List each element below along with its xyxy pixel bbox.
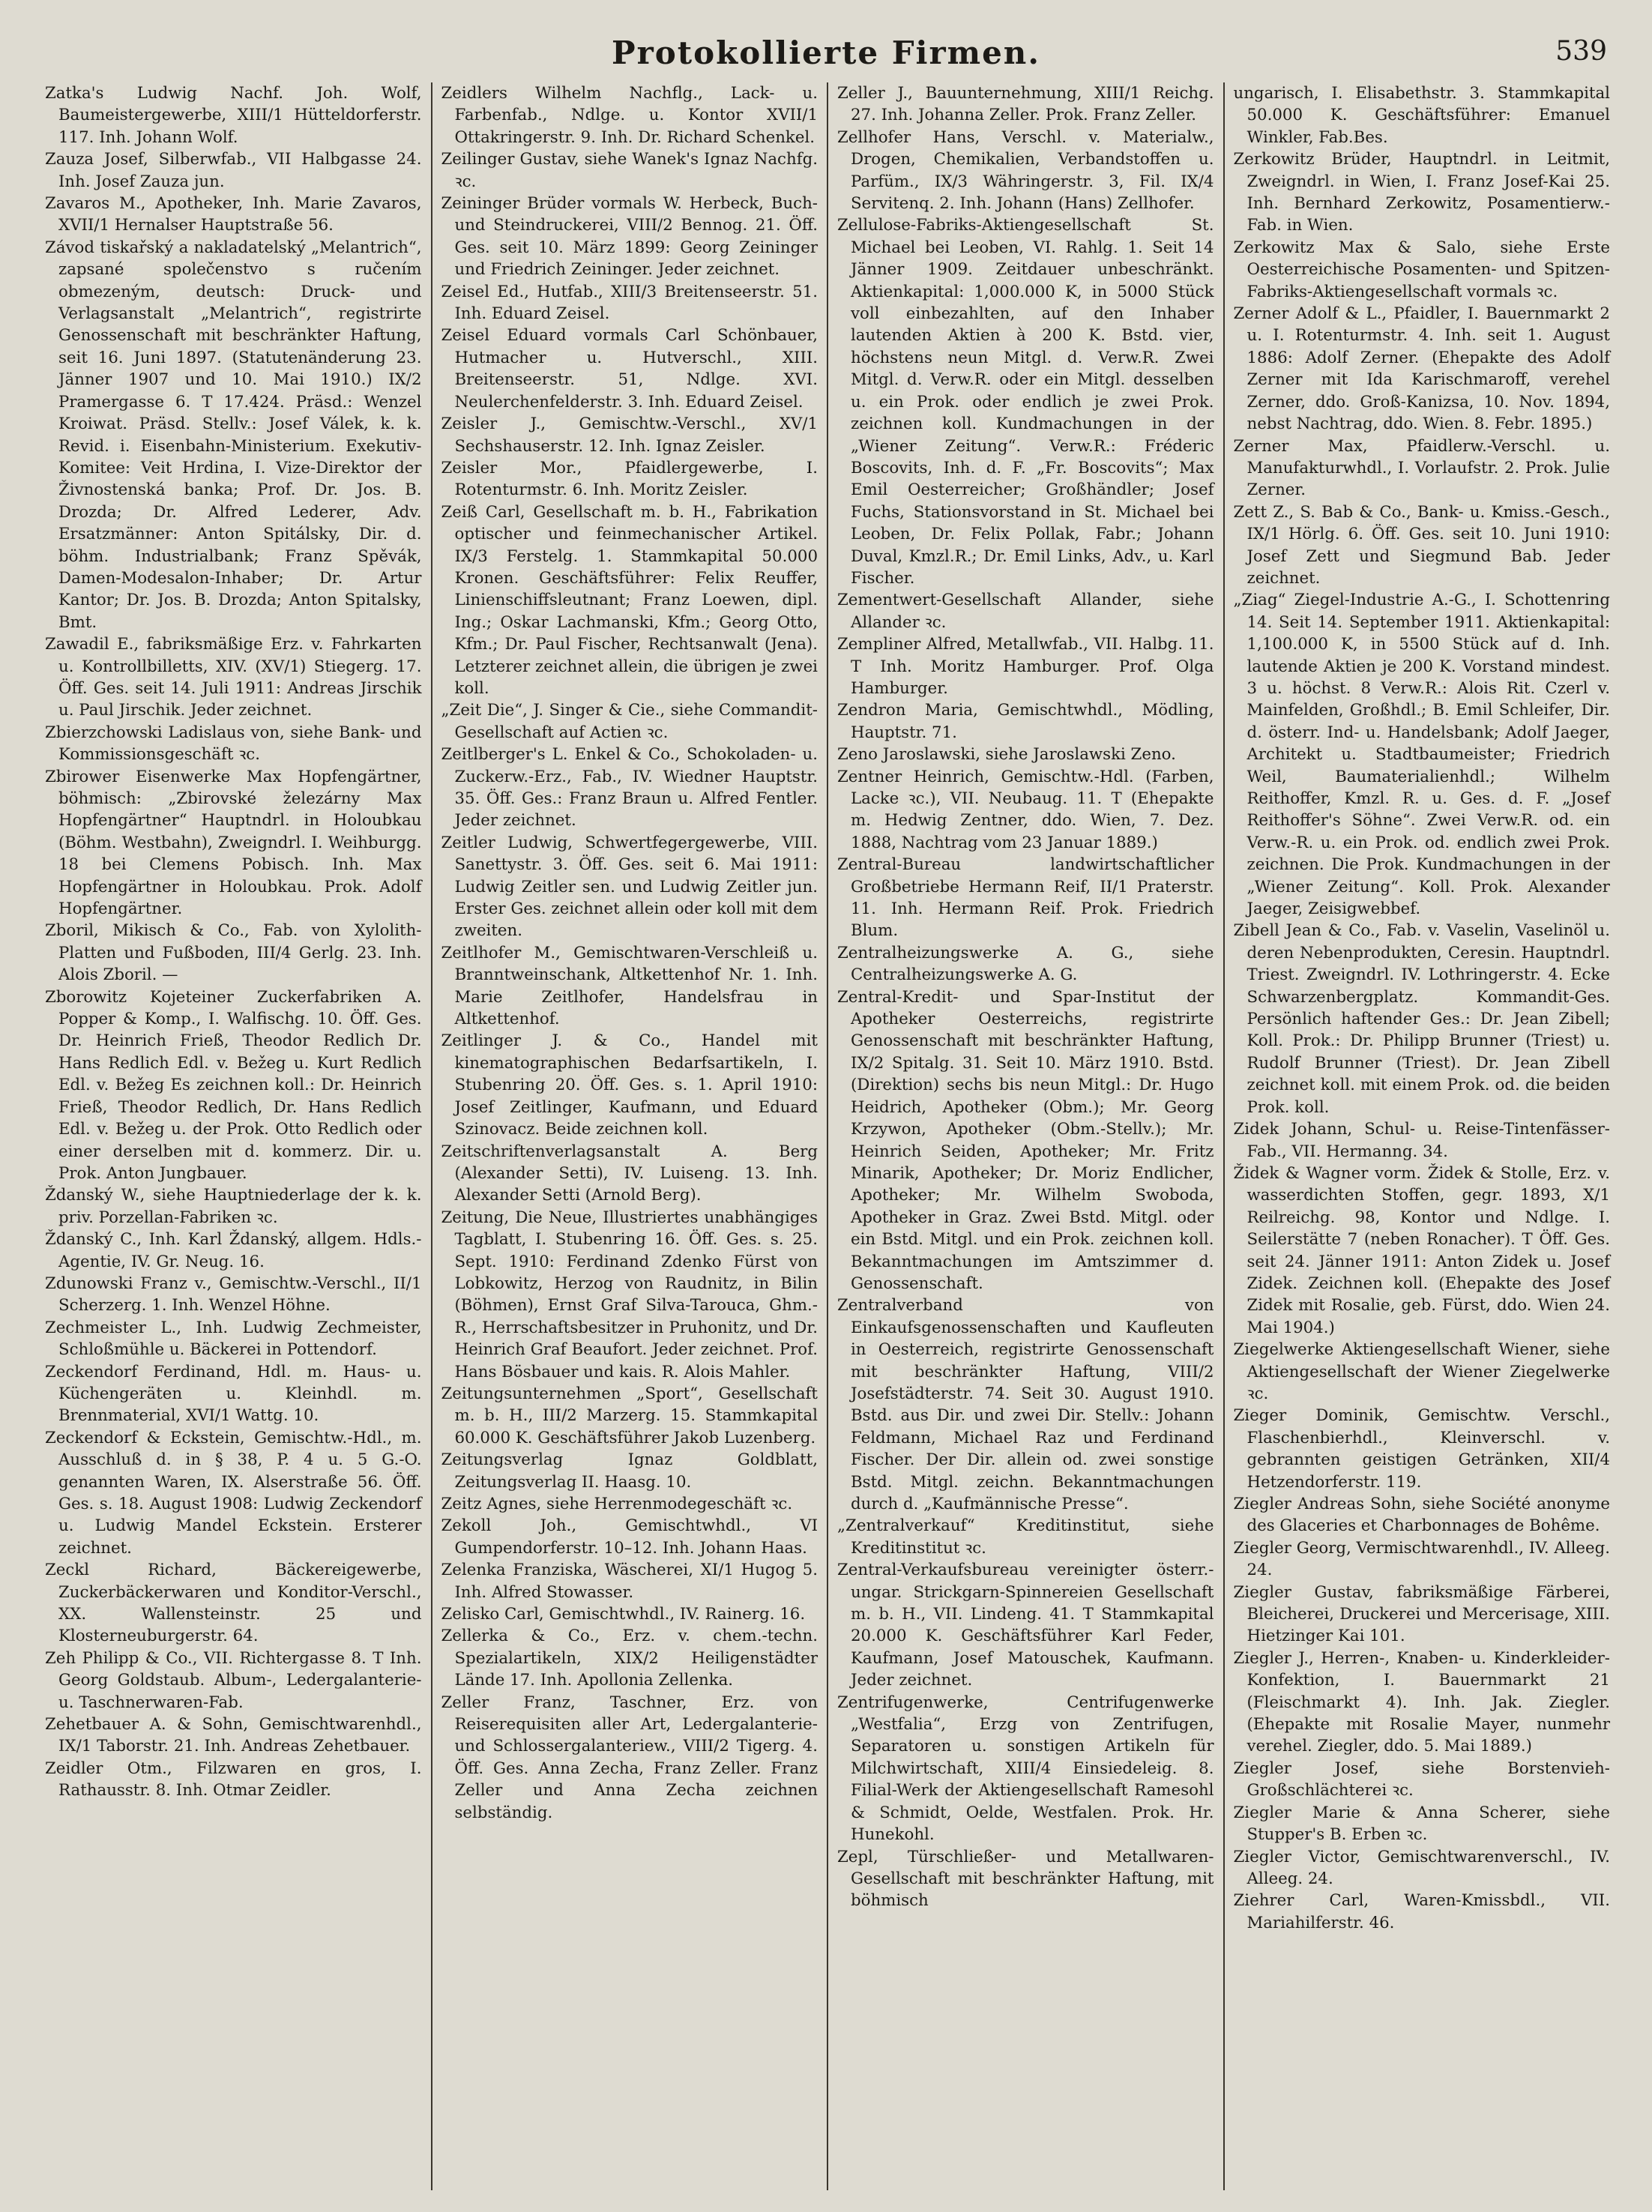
directory-entry: Ždanský W., siehe Hauptniederlage der k. k. priv. Porzellan-Fabriken ꝛc. bbox=[45, 1186, 422, 1227]
directory-entry: ungarisch, I. Elisabethstr. 3. Stammkapital 50.000 K. Geschäftsführer: Emanuel Winkler, Fab.Bes. bbox=[1233, 84, 1610, 147]
directory-entry: Zellhofer Hans, Verschl. v. Materialw., Drogen, Chemikalien, Verbandstoffen u. Parfüm., IX/3 Währingerstr. 3, Fil. IX/4 Servitenq. 2. Inh. Johann (Hans) Zellhofer. bbox=[837, 127, 1214, 214]
directory-entry: Zementwert-Gesellschaft Allander, siehe Allander ꝛc. bbox=[837, 591, 1214, 632]
directory-entry: Zidek Johann, Schul- u. Reise-Tintenfässer-Fab., VII. Hermanng. 34. bbox=[1233, 1120, 1610, 1161]
page-header bbox=[36, 30, 1616, 75]
directory-entry: Zbierzchowski Ladislaus von, siehe Bank- und Kommissionsgeschäft ꝛc. bbox=[45, 723, 422, 765]
directory-entry: Zeitschriftenverlagsanstalt A. Berg (Alexander Setti), IV. Luiseng. 13. Inh. Alexander Setti (Arnold Berg). bbox=[441, 1142, 818, 1205]
directory-entry: Zeitler Ludwig, Schwertfegergewerbe, VIII. Sanettystr. 3. Öff. Ges. seit 6. Mai 1911: Ludwig Zeitler sen. und Ludwig Zeitler jun. Erster Ges. zeichnet allein oder koll mit dem zweiten. bbox=[441, 833, 818, 941]
directory-entry: Zeh Philipp & Co., VII. Richtergasse 8. T Inh. Georg Goldstaub. Album-, Ledergalanterie- u. Taschnerwaren-Fab. bbox=[45, 1648, 422, 1712]
directory-entry: „Ziag“ Ziegel-Industrie A.-G., I. Schottenring 14. Seit 14. September 1911. Aktienkapital: 1,100.000 K, in 5500 Stück auf d. Inh. lautende Aktien je 200 K. Vorstand mindest. 3 u. höchst. 8 Verw.R.: Alois Rit. Czerl v. Mainfelden, Großhdl.; B. Emil Schleifer, Dir. d. österr. Ind- u. Handelsbank; Adolf Jaeger, Architekt u. Stadtbaumeister; Friedrich Weil, Baumaterialienhdl.; Wilhelm Reithoffer, Kmzl. R. u. Ges. d. F. „Josef Reithoffer's Söhne“. Zwei Verw.R. od. ein Verw.-R. u. ein Prok. od. endlich zwei Prok. zeichnen. Die Prok. Kundmachungen in der „Wiener Zeitung“. Koll. Prok. Alexander Jaeger, Zeisigwebbef. bbox=[1233, 591, 1610, 919]
directory-entry: Ziehrer Carl, Waren-Kmissbdl., VII. Mariahilferstr. 46. bbox=[1233, 1891, 1610, 1932]
directory-entry: Zeisel Ed., Hutfab., XIII/3 Breitenseerstr. 51. Inh. Eduard Zeisel. bbox=[441, 282, 818, 324]
directory-entry: Zeitlhofer M., Gemischtwaren-Verschleiß u. Branntweinschank, Altkettenhof Nr. 1. Inh. Marie Zeitlhofer, Handelsfrau in Altkettenhof. bbox=[441, 943, 818, 1029]
directory-entry: Zeller J., Bauunternehmung, XIII/1 Reichg. 27. Inh. Johanna Zeller. Prok. Franz Zeller. bbox=[837, 84, 1214, 125]
directory-entry: Zeidler Otm., Filzwaren en gros, I. Rathausstr. 8. Inh. Otmar Zeidler. bbox=[45, 1759, 422, 1800]
directory-entry: Zboril, Mikisch & Co., Fab. von Xylolith-Platten und Fußboden, III/4 Gerlg. 23. Inh. Alois Zboril. — bbox=[45, 921, 422, 985]
directory-entry: Zechmeister L., Inh. Ludwig Zechmeister, Schloßmühle u. Bäckerei in Pottendorf. bbox=[45, 1318, 422, 1360]
directory-entry: Zeller Franz, Taschner, Erz. von Reiserequisiten aller Art, Ledergalanterie- und Schlossergalanteriew., VIII/2 Tigerg. 4. Öff. Ges. Anna Zecha, Franz Zeller. Franz Zeller und Anna Zecha zeichnen selbständig. bbox=[441, 1693, 818, 1822]
directory-entry: Zeidlers Wilhelm Nachflg., Lack- u. Farbenfab., Ndlge. u. Kontor XVII/1 Ottakringerstr. 9. Inh. Dr. Richard Schenkel. bbox=[441, 84, 818, 147]
directory-entry: Zett Z., S. Bab & Co., Bank- u. Kmiss.-Gesch., IX/1 Hörlg. 6. Öff. Ges. seit 10. Juni 1910: Josef Zett und Siegmund Bab. Jeder zeichnet. bbox=[1233, 502, 1610, 588]
directory-entry: Zatka's Ludwig Nachf. Joh. Wolf, Baumeistergewerbe, XIII/1 Hütteldorferstr. 117. Inh. Johann Wolf. bbox=[45, 84, 422, 147]
directory-entry: Zeno Jaroslawski, siehe Jaroslawski Zeno. bbox=[837, 745, 1176, 765]
directory-entry: Ziegler J., Herren-, Knaben- u. Kinderkleider-Konfektion, I. Bauernmarkt 21 (Fleischmarkt 4). Inh. Jak. Ziegler. (Ehepakte mit Rosalie Mayer, nunmehr verehel. Ziegler, ddo. 5. Mai 1889.) bbox=[1233, 1648, 1610, 1756]
directory-entry: Ziegler Georg, Vermischtwarenhdl., IV. Alleeg. 24. bbox=[1233, 1538, 1610, 1580]
directory-entry: Zerner Adolf & L., Pfaidler, I. Bauernmarkt 2 u. I. Rotenturmstr. 4. Inh. seit 1. August 1886: Adolf Zerner. (Ehepakte des Adolf Zerner mit Ida Karischmaroff, verehel Zerner, ddo. Groß-Kanizsa, 10. Nov. 1894, nebst Nachtrag, ddo. Wien. 8. Febr. 1895.) bbox=[1233, 304, 1610, 434]
directory-entry: Zeisler J., Gemischtw.-Verschl., XV/1 Sechshauserstr. 12. Inh. Ignaz Zeisler. bbox=[441, 415, 818, 456]
directory-entry: Zeckl Richard, Bäckereigewerbe, Zuckerbäckerwaren und Konditor-Verschl., XX. Wallensteinstr. 25 und Klosterneuburgerstr. 64. bbox=[45, 1561, 422, 1646]
directory-entry: Zavaros M., Apotheker, Inh. Marie Zavaros, XVII/1 Hernalser Hauptstraße 56. bbox=[45, 194, 422, 235]
directory-entry: Zerkowitz Brüder, Hauptndrl. in Leitmit, Zweigndrl. in Wien, I. Franz Josef-Kai 25. Inh. Bernhard Zerkowitz, Posamentierw.-Fab. in Wien. bbox=[1233, 150, 1610, 235]
directory-entry: Zentner Heinrich, Gemischtw.-Hdl. (Farben, Lacke ꝛc.), VII. Neubaug. 11. T (Ehepakte m. Hedwig Zentner, ddo. Wien, 7. Dez. 1888, Nachtrag vom 23 Januar 1889.) bbox=[837, 767, 1214, 852]
directory-entry: Zeckendorf & Eckstein, Gemischtw.-Hdl., m. Ausschluß d. in § 38, P. 4 u. 5 G.-O. genannten Waren, IX. Alserstraße 56. Öff. Ges. s. 18. August 1908: Ludwig Zeckendorf u. Ludwig Mandel Eckstein. Ersterer zeichnet. bbox=[45, 1428, 422, 1558]
directory-entry: Zborowitz Kojeteiner Zuckerfabriken A. Popper & Komp., I. Walfischg. 10. Öff. Ges. Dr. Heinrich Frieß, Theodor Redlich Dr. Hans Redlich Edl. v. Bežeg u. Kurt Redlich Edl. v. Bežeg Es zeichnen koll.: Dr. Heinrich Frieß, Theodor Redlich, Dr. Hans Redlich Edl. v. Bežeg u. der Prok. Otto Redlich oder einer derselben mit d. kommerz. Dir. u. Prok. Anton Jungbauer. bbox=[45, 987, 422, 1183]
directory-entry: Zawadil E., fabriksmäßige Erz. v. Fahrkarten u. Kontrollbilletts, XIV. (XV/1) Stiegerg. 17. Öff. Ges. seit 14. Juli 1911: Andreas Jirschik u. Paul Jirschik. Jeder zeichnet. bbox=[45, 635, 422, 720]
page-title: Protokollierte Firmen. bbox=[612, 34, 1040, 71]
directory-entry: Zepl, Türschließer- und Metallwaren-Gesellschaft mit beschränkter Haftung, mit böhmisch bbox=[837, 1847, 1214, 1911]
directory-entry: „Zentralverkauf“ Kreditinstitut, siehe Kreditinstitut ꝛc. bbox=[837, 1516, 1214, 1558]
directory-entry: Zendron Maria, Gemischtwhdl., Mödling, Hauptstr. 71. bbox=[837, 701, 1214, 742]
column-container bbox=[36, 82, 1619, 2190]
directory-entry: Zibell Jean & Co., Fab. v. Vaselin, Vaselinöl u. deren Nebenprodukten, Ceresin. Hauptndrl. Triest. Zweigndrl. IV. Lothringerstr. 4. Ecke Schwarzenbergplatz. Kommandit-Ges. Persönlich haftender Ges.: Dr. Jean Zibell; Koll. Prok.: Dr. Philipp Brunner (Triest) u. Rudolf Brunner (Triest). Dr. Jean Zibell zeichnet koll. mit einem Prok. od. die beiden Prok. koll. bbox=[1233, 921, 1610, 1117]
directory-entry: Zerkowitz Max & Salo, siehe Erste Oesterreichische Posamenten- und Spitzen-Fabriks-Aktiengesellschaft vormals ꝛc. bbox=[1233, 238, 1610, 301]
directory-entry: Zeitlberger's L. Enkel & Co., Schokoladen- u. Zuckerw.-Erz., Fab., IV. Wiedner Hauptstr. 35. Öff. Ges.: Franz Braun u. Alfred Fentler. Jeder zeichnet. bbox=[441, 745, 818, 831]
directory-entry: Zentral-Kredit- und Spar-Institut der Apotheker Oesterreichs, registrirte Genossenschaft mit beschränkter Haftung, IX/2 Spitalg. 31. Seit 10. März 1910. Bstd. (Direktion) sechs bis neun Mitgl.: Dr. Hugo Heidrich, Apotheker (Obm.); Mr. Georg Krzywon, Apotheker (Obm.-Stellv.); Mr. Heinrich Seiden, Apotheker; Mr. Fritz Minarik, Apotheker; Dr. Moriz Endlicher, Apotheker; Mr. Wilhelm Swoboda, Apotheker in Graz. Zwei Bstd. Mitgl. oder ein Bstd. Mitgl. und ein Prok. zeichnen koll. Bekanntmachungen im Amtszimmer d. Genossenschaft. bbox=[837, 987, 1214, 1293]
directory-entry: Židek & Wagner vorm. Židek & Stolle, Erz. v. wasserdichten Stoffen, gegr. 1893, X/1 Reilreichg. 98, Kontor und Ndlge. I. Seilerstätte 7 (neben Ronacher). T Öff. Ges. seit 24. Jänner 1911: Anton Zidek u. Josef Zidek. Zeichnen koll. (Ehepakte des Josef Zidek mit Rosalie, geb. Fürst, ddo. Wien 24. Mai 1904.) bbox=[1233, 1163, 1610, 1337]
directory-entry: Zdunowski Franz v., Gemischtw.-Verschl., II/1 Scherzerg. 1. Inh. Wenzel Höhne. bbox=[45, 1274, 422, 1316]
directory-entry: Zerner Max, Pfaidlerw.-Verschl. u. Manufakturwhdl., I. Vorlaufstr. 2. Prok. Julie Zerner. bbox=[1233, 436, 1610, 500]
directory-entry: Zeiß Carl, Gesellschaft m. b. H., Fabrikation optischer und feinmechanischer Artikel. IX/3 Ferstelg. 1. Stammkapital 50.000 Kronen. Geschäftsführer: Felix Reuffer, Linienschiffsleutnant; Franz Loewen, dipl. Ing.; Oskar Lachmanski, Kfm.; Georg Otto, Kfm.; Dr. Paul Fischer, Rechtsanwalt (Jena). Letzterer zeichnet allein, die übrigen je zwei koll. bbox=[441, 502, 818, 698]
directory-entry: Zeininger Brüder vormals W. Herbeck, Buch- und Steindruckerei, VIII/2 Bennog. 21. Öff. Ges. seit 10. März 1899: Georg Zeininger und Friedrich Zeininger. Jeder zeichnet. bbox=[441, 194, 818, 280]
directory-entry: Zieger Dominik, Gemischtw. Verschl., Flaschenbierhdl., Kleinverschl. v. gebrannten geistigen Getränken, XII/4 Hetzendorferstr. 119. bbox=[1233, 1406, 1610, 1492]
directory-entry: Zeilinger Gustav, siehe Wanek's Ignaz Nachfg. ꝛc. bbox=[441, 150, 818, 191]
directory-entry: Zellulose-Fabriks-Aktiengesellschaft St. Michael bei Leoben, VI. Rahlg. 1. Seit 14 Jänner 1909. Zeitdauer unbeschränkt. Aktienkapital: 1,000.000 K, in 5000 Stück voll einbezahlten, auf den Inhaber lautenden Aktien à 200 K. Bstd. vier, höchstens neun Mitgl. d. Verw.R. Zwei Mitgl. d. Verw.R. oder ein Mitgl. desselben u. ein Prok. oder endlich je zwei Prok. zeichnen koll. Kundmachungen in der „Wiener Zeitung“. Verw.R.: Fréderic Boscovits, Inh. d. F. „Fr. Boscovits“; Max Emil Oesterreicher; Großhändler; Josef Fuchs, Stationsvorstand in St. Michael bei Leoben, Dr. Felix Pollak, Fabr.; Johann Duval, Kmzl.R.; Dr. Emil Links, Adv., u. Karl Fischer. bbox=[837, 216, 1214, 588]
directory-entry: Zeitung, Die Neue, Illustriertes unabhängiges Tagblatt, I. Stubenring 16. Öff. Ges. s. 25. Sept. 1910: Ferdinand Zdenko Fürst von Lobkowitz, Herzog von Raudnitz, in Bilin (Böhmen), Ernst Graf Silva-Tarouca, Ghm.-R., Herrschaftsbesitzer in Pruhonitz, und Dr. Heinrich Graf Beaufort. Jeder zeichnet. Prof. Hans Bösbauer und kais. R. Alois Mahler. bbox=[441, 1208, 818, 1381]
directory-entry: Zeitlinger J. & Co., Handel mit kinematographischen Bedarfsartikeln, I. Stubenring 20. Öff. Ges. s. 1. April 1910: Josef Zeitlinger, Kaufmann, und Eduard Szinovacz. Beide zeichnen koll. bbox=[441, 1031, 818, 1139]
directory-entry: Zeitungsunternehmen „Sport“, Gesellschaft m. b. H., III/2 Marzerg. 15. Stammkapital 60.000 K. Geschäftsführer Jakob Luzenberg. bbox=[441, 1384, 818, 1447]
directory-entry: Ziegler Gustav, fabriksmäßige Färberei, Bleicherei, Druckerei und Mercerisage, XIII. Hietzinger Kai 101. bbox=[1233, 1582, 1610, 1646]
directory-entry: Zentral-Verkaufsbureau vereinigter österr.-ungar. Strickgarn-Spinnereien Gesellschaft m. b. H., VII. Lindeng. 41. T Stammkapital 20.000 K. Geschäftsführer Karl Feder, Kaufmann, Josef Matouschek, Kaufmann. Jeder zeichnet. bbox=[837, 1561, 1214, 1690]
column-4 bbox=[1223, 82, 1620, 2190]
directory-entry: Ziegler Victor, Gemischtwarenverschl., IV. Alleeg. 24. bbox=[1233, 1847, 1610, 1888]
column-3 bbox=[827, 82, 1223, 2190]
directory-entry: Zellerka & Co., Erz. v. chem.-techn. Spezialartikeln, XIX/2 Heiligenstädter Lände 17. Inh. Apollonia Zellenka. bbox=[441, 1627, 818, 1690]
column-2 bbox=[431, 82, 827, 2190]
directory-entry: Ziegler Marie & Anna Scherer, siehe Stupper's B. Erben ꝛc. bbox=[1233, 1803, 1610, 1845]
directory-entry: Zeitz Agnes, siehe Herrenmodegeschäft ꝛc. bbox=[441, 1495, 793, 1513]
directory-entry: Závod tiskařský a nakladatelský „Melantrich“, zapsané společenstvo s ručením obmezeným, deutsch: Druck- und Verlagsanstalt „Melantrich“, registrirte Genossenschaft mit beschränkter Haftung, seit 16. Juni 1897. (Statutenänderung 23. Jänner 1907 und 10. Mai 1910.) IX/2 Pramergasse 6. T 17.424. Präsd.: Wenzel Kroiwat. Präsd. Stellv.: Josef Válek, k. k. Revid. i. Eisenbahn-Ministerium. Exekutiv-Komitee: Veit Hrdina, I. Vize-Direktor der Živnostenská banka; Prof. Dr. Jos. B. Drozda; Dr. Alfred Lederer, Adv. Ersatzmänner: Anton Spitálsky, Dir. d. böhm. Industrialbank; Franz Spěvák, Damen-Modesalon-Inhaber; Dr. Artur Kantor; Dr. Jos. B. Drozda; Anton Spitalsky, Bmt. bbox=[45, 238, 422, 632]
directory-entry: Zekoll Joh., Gemischtwhdl., VI Gumpendorferstr. 10–12. Inh. Johann Haas. bbox=[441, 1516, 818, 1558]
directory-entry: Zeitungsverlag Ignaz Goldblatt, Zeitungsverlag II. Haasg. 10. bbox=[441, 1450, 818, 1492]
directory-entry: Zbirower Eisenwerke Max Hopfengärtner, böhmisch: „Zbirovské železárny Max Hopfengärtner“ Hauptndrl. in Holoubkau (Böhm. Westbahn), Zweigndrl. I. Weihburgg. 18 bei Clemens Pobisch. Inh. Max Hopfengärtner in Holoubkau. Prok. Adolf Hopfengärtner. bbox=[45, 767, 422, 919]
directory-entry: Zehetbauer A. & Sohn, Gemischtwarenhdl., IX/1 Taborstr. 21. Inh. Andreas Zehetbauer. bbox=[45, 1715, 422, 1756]
directory-entry: Zeisler Mor., Pfaidlergewerbe, I. Rotenturmstr. 6. Inh. Moritz Zeisler. bbox=[441, 458, 818, 500]
directory-entry: „Zeit Die“, J. Singer & Cie., siehe Commandit-Gesellschaft auf Actien ꝛc. bbox=[441, 701, 818, 742]
directory-entry: Zentral-Bureau landwirtschaftlicher Großbetriebe Hermann Reif, II/1 Praterstr. 11. Inh. Hermann Reif. Prok. Friedrich Blum. bbox=[837, 855, 1214, 941]
directory-entry: Zempliner Alfred, Metallwfab., VII. Halbg. 11. T Inh. Moritz Hamburger. Prof. Olga Hamburger. bbox=[837, 635, 1214, 698]
directory-entry: Zentralverband von Einkaufsgenossenschaften und Kaufleuten in Oesterreich, registrirte Genossenschaft mit beschränkter Haftung, VIII/2 Josefstädterstr. 74. Seit 30. August 1910. Bstd. aus Dir. und zwei Dir. Stellv.: Johann Feldmann, Michael Raz und Ferdinand Fischer. Der Dir. allein od. zwei sonstige Bstd. Mitgl. zeichn. Bekanntmachungen durch d. „Kaufmännische Presse“. bbox=[837, 1296, 1214, 1513]
directory-entry: Zeckendorf Ferdinand, Hdl. m. Haus- u. Küchengeräten u. Kleinhdl. m. Brennmaterial, XVI/1 Wattg. 10. bbox=[45, 1362, 422, 1426]
column-1 bbox=[36, 82, 431, 2190]
directory-entry: Zeisel Eduard vormals Carl Schönbauer, Hutmacher u. Hutverschl., XIII. Breitenseerstr. 51, Ndlge. XVI. Neulerchenfelderstr. 3. Inh. Eduard Zeisel. bbox=[441, 326, 818, 412]
directory-entry: Ziegler Josef, siehe Borstenvieh-Großschlächterei ꝛc. bbox=[1233, 1759, 1610, 1800]
page-number: 539 bbox=[1555, 36, 1607, 67]
directory-entry: Zentralheizungswerke A. G., siehe Centralheizungswerke A. G. bbox=[837, 943, 1214, 985]
directory-entry: Zelenka Franziska, Wäscherei, XI/1 Hugog 5. Inh. Alfred Stowasser. bbox=[441, 1561, 818, 1602]
directory-entry: Zauza Josef, Silberwfab., VII Halbgasse 24. Inh. Josef Zauza jun. bbox=[45, 150, 422, 191]
directory-entry: Ždanský C., Inh. Karl Ždanský, allgem. Hdls.-Agentie, IV. Gr. Neug. 16. bbox=[45, 1230, 422, 1271]
directory-entry: Zelisko Carl, Gemischtwhdl., IV. Rainerg. 16. bbox=[441, 1605, 806, 1624]
directory-entry: Ziegler Andreas Sohn, siehe Société anonyme des Glaceries et Charbonnages de Bohême. bbox=[1233, 1495, 1610, 1536]
directory-entry: Zentrifugenwerke, Centrifugenwerke „Westfalia“, Erzg von Zentrifugen, Separatoren u. sonstigen Artikeln für Milchwirtschaft, XIII/4 Einsiedeleig. 8. Filial-Werk der Aktiengesellschaft Ramesohl & Schmidt, Oelde, Westfalen. Prok. Hr. Hunekohl. bbox=[837, 1693, 1214, 1845]
directory-entry: Ziegelwerke Aktiengesellschaft Wiener, siehe Aktiengesellschaft der Wiener Ziegelwerke ꝛc. bbox=[1233, 1340, 1610, 1403]
